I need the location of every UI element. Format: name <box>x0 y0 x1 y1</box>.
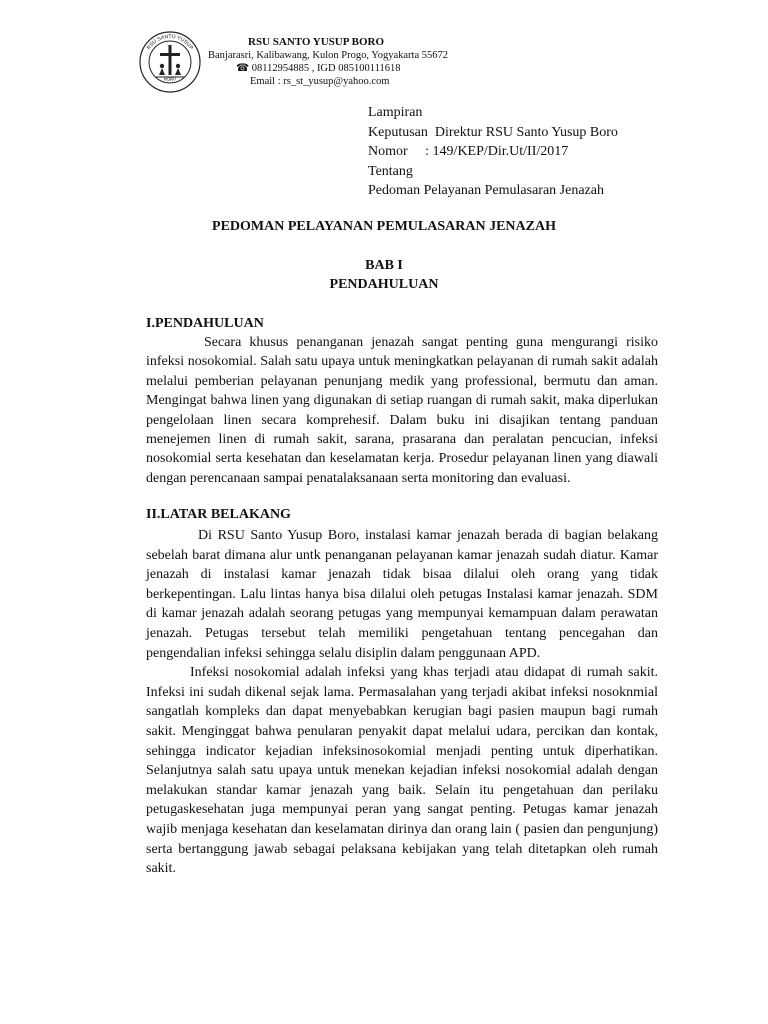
letterhead-text <box>208 36 448 88</box>
section-heading-background: II.LATAR BELAKANG <box>146 507 291 522</box>
document-title: PEDOMAN PELAYANAN PEMULASARAN JENAZAH <box>212 219 556 234</box>
section-body-introduction <box>146 333 658 488</box>
letterhead <box>138 28 458 94</box>
paragraph: Infeksi nosokomial adalah infeksi yang khas terjadi atau didapat di rumah sakit. Infeksi ini sudah dikenal sejak lama. Permasalahan yang terjadi akibat infeksi nosoknmial sangatlah kompleks dan dapat menyebabkan kerugian bagi pasien maupun bagi rumah sakit. Menginggat bahwa penularan penyakit dapat melalui udara, percikan dan kontak, sehingga indicator kejadian infeksinosokomial menjadi penting untuk diperhatikan. Selanjutnya salah satu upaya untuk menekan kejadian infeksi nosokomial adalah dengan melakukan standar kamar jenazah yang baik. Selain itu pengetahuan dan perilaku petugaskesehatan juga mempunyai peran yang sangat penting. Petugas kamar jenazah wajib menjaga kesehatan dan keselamatan dirinya dan orang lain ( pasien dan pengunjung) serta bertanggung jawab sebagai pelaksana kebijakan yang telah ditetapkan oleh rumah sakit. <box>146 665 658 877</box>
section-body-background <box>146 526 658 879</box>
subject-label: Tentang <box>368 163 413 179</box>
subject-line: Pedoman Pelayanan Pemulasaran Jenazah <box>368 183 604 199</box>
hospital-logo-icon <box>138 30 202 94</box>
chapter-number: BAB I <box>365 258 403 273</box>
section-heading-introduction: I.PENDAHULUAN <box>146 316 264 331</box>
attachment-block <box>368 103 618 201</box>
hospital-phone: ☎ 08112954885 , IGD 085100111618 <box>236 63 401 74</box>
chapter-title: PENDAHULUAN <box>329 277 439 292</box>
logo-text-top: RSU SANTO YUSUP <box>145 33 195 51</box>
number-line: Nomor : 149/KEP/Dir.Ut/II/2017 <box>368 144 569 160</box>
paragraph: Di RSU Santo Yusup Boro, instalasi kamar jenazah berada di bagian belakang sebelah barat dimana alur untk penanganan pelayanan kamar jenazah sudah diatur. Kamar jenazah di instalasi kamar jenazah tidak bisaa dilalui oleh orang yang tidak berkepentingan. Lalu lintas hanya bisa dilalui oleh petugas Instalasi kamar jenazah. SDM di kamar jenazah adalah seorang petugas yang mempunyai kemampuan dalam perawatan jenazah. Petugas tersebut telah memiliki pengetahuan tentang pencegahan dan pengendalian infeksi sehingga selalu disiplin dalam penggunaan APD. <box>146 528 658 661</box>
hospital-email: Email : rs_st_yusup@yahoo.com <box>250 76 390 87</box>
hospital-address: Banjarasri, Kalibawang, Kulon Progo, Yogyakarta 55672 <box>208 50 449 61</box>
attachment-label: Lampiran <box>368 105 423 120</box>
logo-text-bottom: BORO <box>163 75 177 82</box>
hospital-name: RSU SANTO YUSUP BORO <box>248 36 385 48</box>
paragraph: Secara khusus penanganan jenazah sangat penting guna mengurangi risiko infeksi nosokomial. Salah satu upaya untuk meningkatkan pelayanan di rumah sakit adalah melalui pemberian pelayanan penunjang medik yang professional, bermutu dan aman. Mengingat bahwa linen yang digunakan di setiap ruangan di rumah sakit, maka diperlukan pengelolaan linen secara komprehesif. Dalam buku ini disajikan tentang panduan menejemen linen di rumah sakit, sarana, prasarana dan peralatan pencucian, infeksi nosokomial serta kesehatan dan keselamatan kerja. Prosedur pelayanan linen yang diawali dengan perencanaan sampai penatalaksanaan serta monitoring dan evaluasi. <box>146 335 658 486</box>
decision-line: Keputusan Direktur RSU Santo Yusup Boro <box>368 124 618 140</box>
